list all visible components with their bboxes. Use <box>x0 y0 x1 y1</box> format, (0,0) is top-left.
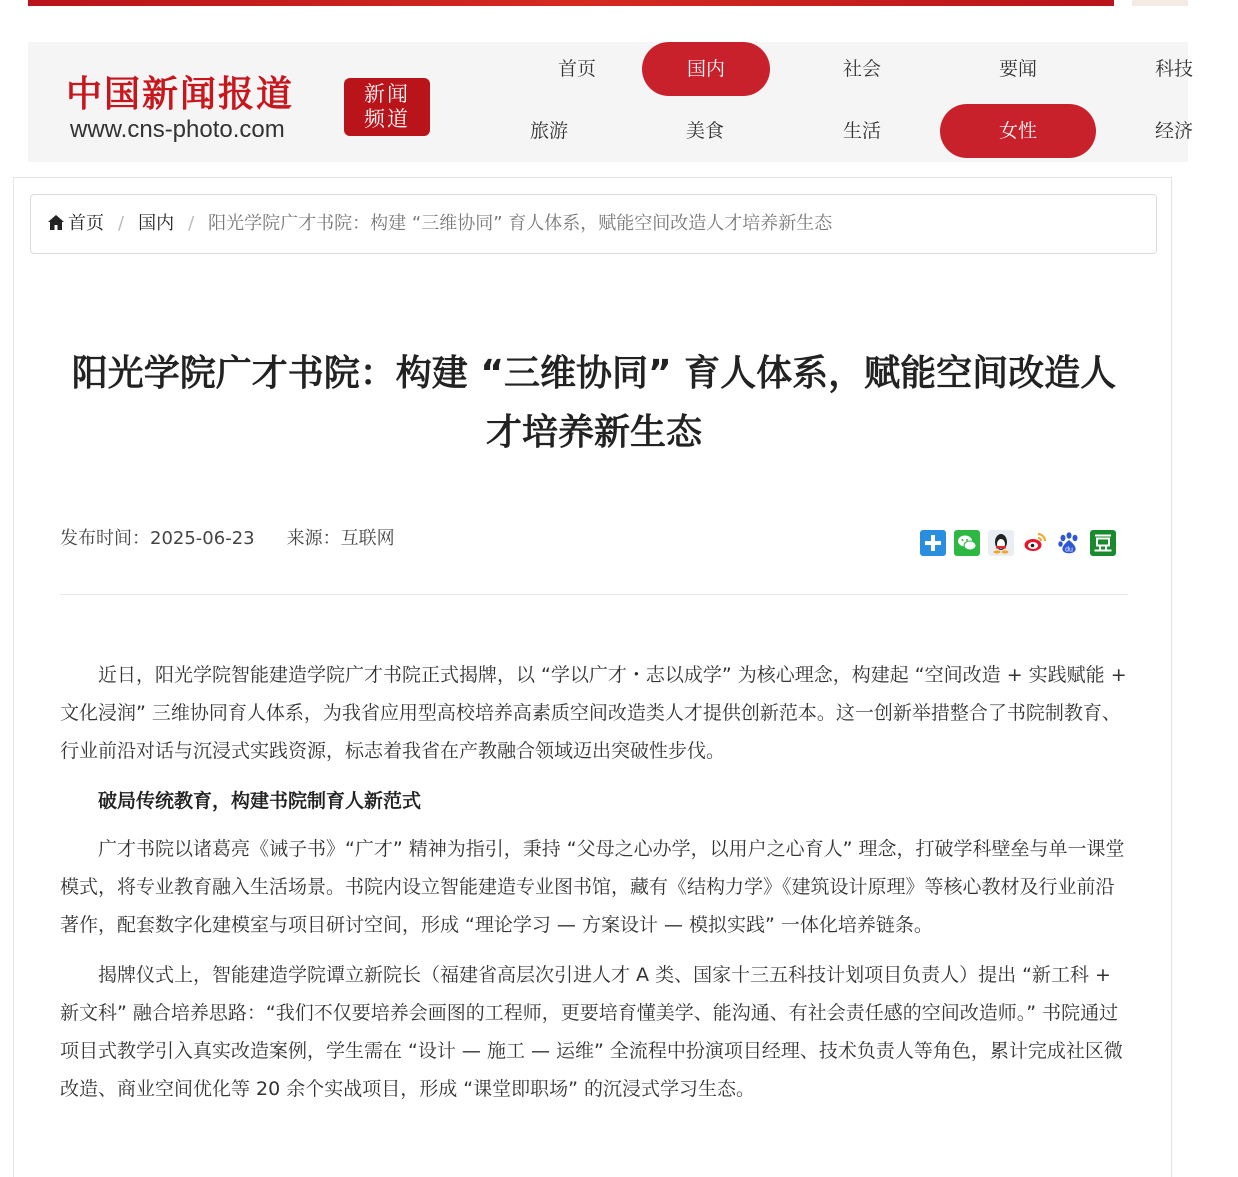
nav-item-food[interactable]: 美食 <box>685 120 724 142</box>
publish-date: 2025-06-23 <box>150 528 255 549</box>
breadcrumb-home[interactable]: 首页 <box>68 213 104 234</box>
svg-text:du: du <box>1065 546 1073 554</box>
article-paragraph: 近日，阳光学院智能建造学院广才书院正式揭牌，以 “学以广才・志以成学” 为核心理念，构建起 “空间改造 + 实践赋能 + 文化浸润” 三维协同育人体系，为我省应用型高校培养高素质空间改造类人才提供创新范本。这一创新举措整合了书院制教育、行业前沿对话与沉浸式实践资源，标志着我省在产教融合领域迈出突破性步伐。 <box>60 664 1127 762</box>
article-title: 阳光学院广才书院：构建 “三维协同” 育人体系，赋能空间改造人才培养新生态 <box>71 353 1117 453</box>
main-nav <box>476 42 1193 162</box>
article-body <box>60 656 1130 1120</box>
breadcrumb-separator: / <box>118 213 125 234</box>
nav-item-society[interactable]: 社会 <box>842 58 881 80</box>
nav-item-economy[interactable]: 经济 <box>1154 120 1193 142</box>
source-label: 来源： <box>286 528 341 549</box>
article-paragraph: 广才书院以诸葛亮《诫子书》“广才” 精神为指引，秉持 “父母之心办学，以用户之心育人” 理念，打破学科壁垒与单一课堂模式，将专业教育融入生活场景。书院内设立智能建造专业图书馆，藏有《结构力学》《建筑设计原理》等核心教材及行业前沿著作，配套数字化建模室与项目研讨空间，形成 “理论学习 — 方案设计 — 模拟实践” 一体化培养链条。 <box>60 838 1125 936</box>
nav-item-tech[interactable]: 科技 <box>1154 58 1193 80</box>
more-share-icon[interactable] <box>920 530 946 556</box>
weibo-icon[interactable] <box>1022 530 1048 556</box>
logo-url: www.cns-photo.com <box>70 116 285 143</box>
home-icon <box>47 214 65 231</box>
site-header <box>28 42 1193 162</box>
article-paragraph: 揭牌仪式上，智能建造学院谭立新院长（福建省高层次引进人才 A 类、国家十三五科技计划项目负责人）提出 “新工科 + 新文科” 融合培养思路：“我们不仅要培养会画图的工程师，更要培育懂美学、能沟通、有社会责任感的空间改造师。” 书院通过项目式教学引入真实改造案例，学生需在 “设计 — 施工 — 运维” 全流程中扮演项目经理、技术负责人等角色，累计完成社区微改造、商业空间优化等 20 余个实战项目，形成 “课堂即职场” 的沉浸式学习生态。 <box>60 964 1123 1100</box>
logo-seal-line2: 频道 <box>364 107 410 131</box>
nav-item-life[interactable]: 生活 <box>842 120 881 142</box>
wechat-icon[interactable] <box>954 530 980 556</box>
logo-seal-line1: 新闻 <box>364 82 410 106</box>
meta-divider <box>60 594 1128 595</box>
nav-item-home[interactable]: 首页 <box>557 58 596 80</box>
logo-seal <box>344 78 430 136</box>
article-meta <box>60 524 395 550</box>
main-content <box>13 177 1172 1177</box>
breadcrumb-current: 阳光学院广才书院：构建 “三维协同” 育人体系，赋能空间改造人才培养新生态 <box>208 213 833 234</box>
douban-icon[interactable] <box>1090 530 1116 556</box>
nav-item-women[interactable]: 女性 <box>940 104 1096 158</box>
top-banner-strip <box>28 0 1114 6</box>
qq-icon[interactable] <box>988 530 1014 556</box>
top-banner-right <box>1132 0 1188 6</box>
breadcrumb-category[interactable]: 国内 <box>138 213 175 234</box>
baidu-icon[interactable] <box>1056 530 1082 556</box>
nav-item-travel[interactable]: 旅游 <box>529 120 568 142</box>
source-value: 互联网 <box>340 528 395 549</box>
logo-title: 中国新闻报道 <box>66 73 295 115</box>
breadcrumb-separator: / <box>188 213 195 234</box>
publish-label: 发布时间： <box>60 528 150 549</box>
breadcrumb <box>30 194 1157 254</box>
article-subheading: 破局传统教育，构建书院制育人新范式 <box>98 790 422 812</box>
nav-item-headlines[interactable]: 要闻 <box>998 58 1037 80</box>
nav-item-domestic[interactable]: 国内 <box>642 42 770 96</box>
site-logo[interactable] <box>66 74 436 146</box>
